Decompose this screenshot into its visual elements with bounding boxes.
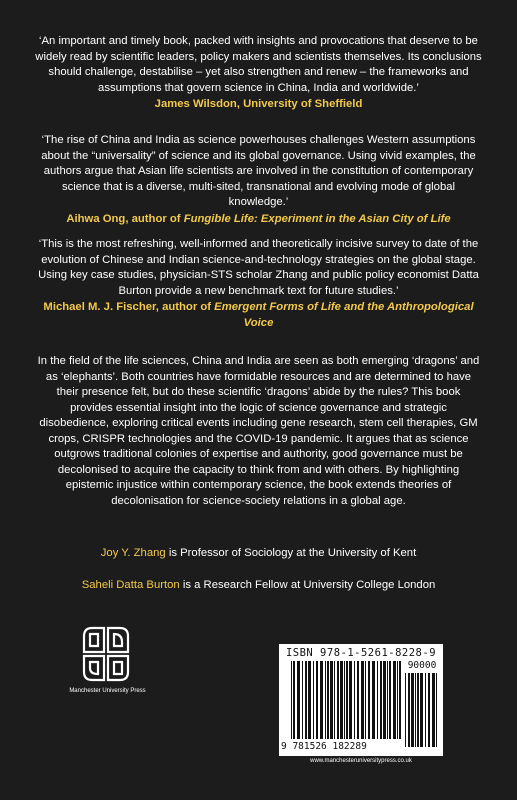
author-bio-1 [0,547,517,559]
quote-text: ‘An important and timely book, packed with insights and provocations that deserve to be widely read by scientific leaders, policy makers and scientists themselves. Its conclusions should challenge, destabilise – yet also strengthen and renew – the frameworks and assumptions that govern science in China, India and worldwide.’ [35,35,482,94]
author-bio-text: is a Research Fellow at University College London [179,579,436,591]
attribution-author: Aihwa Ong, author of [66,212,184,225]
publisher-name: Manchester University Press [69,688,146,694]
addon-bars-icon [405,673,439,747]
barcode-addon-number: 90000 [407,660,437,671]
author-bio-2 [0,579,517,591]
publisher-website: www.manchesteruniversitypress.co.uk [310,758,412,764]
barcode-bars-icon [291,661,401,747]
isbn-barcode [279,644,443,756]
endorsement-quote-1 [34,34,483,113]
attribution-book-title: Fungible Life: Experiment in the Asian City of Life [183,212,451,225]
publisher-logo-icon [80,624,132,688]
book-description: In the field of the life sciences, China and India are seen as both emerging ‘dragons’ and as ‘elephants’. Both countries have formidable resources and are determined to have their presence felt, but do these scientific ‘dragons’ abide by the rules? This book provides essential insight into the logic of science governance and strategic disobedience, exploring critical events including gene research, stem cell therapies, GM crops, CRISPR technologies and the COVID-19 pandemic. It argues that as science outgrows traditional colonies of expertise and authority, good governance must be decolonised to acquire the capacity to think from and with others. By highlighting epistemic injustice within contemporary science, the book extends theories of decolonisation for science-society relations in a global age. [37,355,480,507]
quote-text: ‘This is the most refreshing, well-informed and theoretically incisive survey to date of the evolution of Chinese and Indian science-and-technology strategies on the global stage. Using key case studies, physician-STS scholar Zhang and public policy economist Datta Burton provide a new benchmark text for future studies.’ [38,238,479,297]
author-bio-text: is Professor of Sociology at the University of Kent [165,547,417,559]
quote-attribution [34,300,483,331]
attribution-book-title: Emergent Forms of Life and the Anthropological Voice [214,301,474,329]
author-name: Joy Y. Zhang [100,547,166,559]
quote-text: ‘The rise of China and India as science powerhouses challenges Western assumptions about the “universality” of science and its global governance. Using vivid examples, the authors argue that Asian life scientists are involved in the constitution of contemporary science that is a diverse, multi-sited, transnational and evolving mode of global knowledge.’ [41,134,476,208]
quote-attribution: James Wilsdon, University of Sheffield [154,98,363,110]
endorsement-quote-2 [34,133,483,227]
endorsement-quote-3 [34,237,483,331]
quote-attribution [34,212,483,228]
ean-number: 9 781526 182289 [281,741,367,752]
isbn-number: ISBN 978-1-5261-8228-9 [285,647,437,659]
author-name: Saheli Datta Burton [81,579,180,591]
attribution-author: Michael M. J. Fischer, author of [43,301,215,313]
